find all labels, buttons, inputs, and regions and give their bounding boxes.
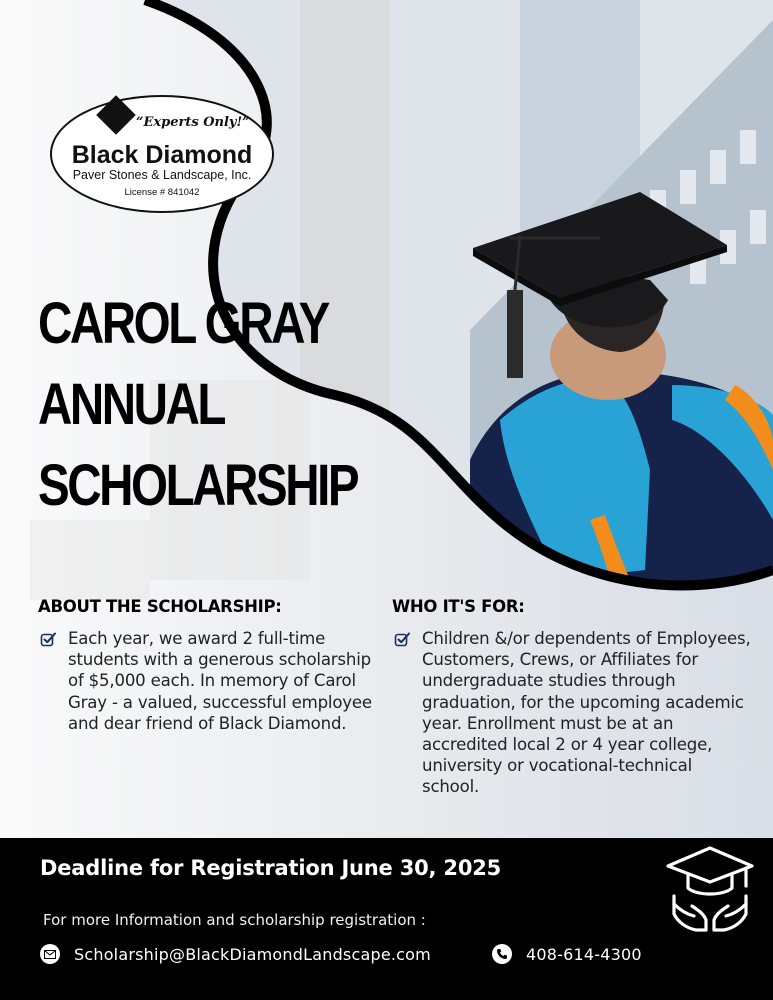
who-section [392, 597, 754, 798]
logo-license: License # 841042 [124, 187, 200, 198]
title-line-3: SCHOLARSHIP [38, 453, 358, 518]
who-heading: WHO IT'S FOR: [392, 597, 525, 616]
who-item [392, 628, 754, 798]
envelope-icon [40, 944, 60, 964]
email-link[interactable]: Scholarship@BlackDiamondLandscape.com [74, 944, 431, 964]
email-contact[interactable] [40, 944, 431, 964]
about-item [38, 628, 378, 734]
deadline-text: Deadline for Registration June 30, 2025 [40, 856, 502, 880]
company-logo [50, 95, 274, 213]
phone-number[interactable]: 408-614-4300 [526, 944, 642, 964]
logo-subtitle: Paver Stones & Landscape, Inc. [72, 168, 252, 182]
about-heading: ABOUT THE SCHOLARSHIP: [38, 597, 282, 616]
phone-contact[interactable] [492, 944, 642, 964]
who-text: Children &/or dependents of Employees, Customers, Crews, or Affiliates for undergraduate studies through graduation, for the upcoming academic year. Enrollment must be at an accredited local 2 or 4 year college, university or vocational-technical school. [422, 629, 751, 797]
logo-company-name: Black Diamond [71, 141, 253, 169]
footer-bar [0, 838, 773, 1000]
page-title [38, 283, 357, 526]
title-line-1: CAROL GRAY [38, 291, 328, 356]
check-square-icon [394, 631, 410, 647]
about-text: Each year, we award 2 full-time students with a generous scholarship of $5,000 each. In memory of Carol Gray - a valued, successful employee and dear friend of Black Diamond. [68, 629, 372, 733]
logo-tagline: “Experts Only!” [136, 115, 250, 130]
graduation-cap-hands-icon [664, 844, 756, 936]
phone-icon [492, 944, 512, 964]
more-info-text: For more Information and scholarship registration : [43, 911, 426, 929]
title-line-2: ANNUAL [38, 372, 225, 437]
about-section [38, 597, 378, 734]
check-square-icon [40, 631, 56, 647]
